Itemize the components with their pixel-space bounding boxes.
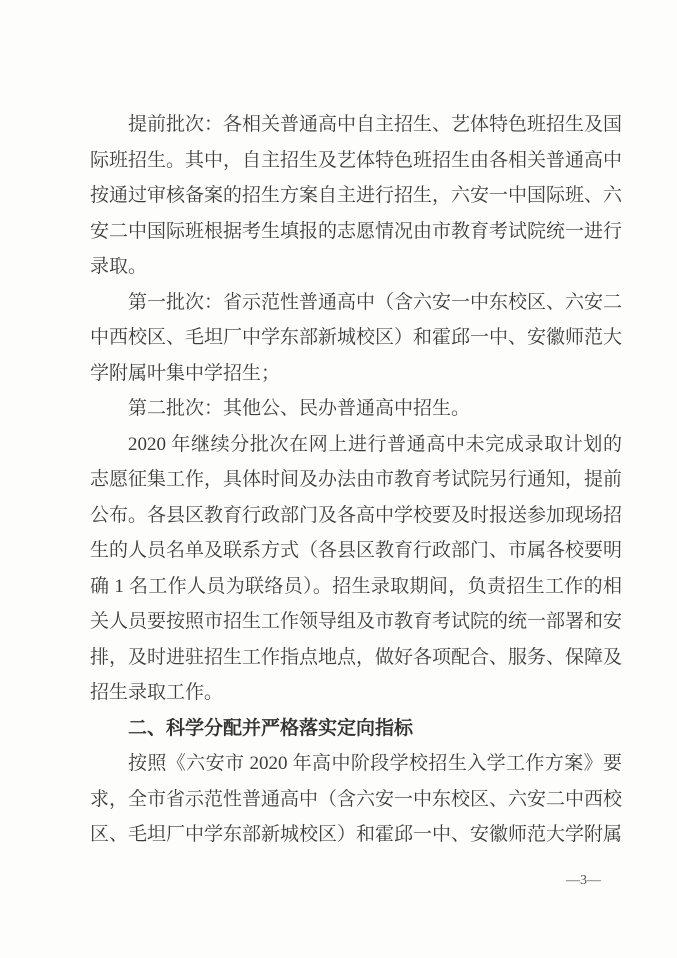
paragraph: 按照《六安市 2020 年高中阶段学校招生入学工作方案》要求，全市省示范性普通高中（含六安一中东校区、六安二中西校区、毛坦厂中学东部新城校区）和霍邱一中、安徽师范大学附属 (90, 753, 623, 845)
text-block (90, 107, 622, 853)
paragraph: 2020 年继续分批次在网上进行普通高中未完成录取计划的志愿征集工作，具体时间及办法由市教育考试院另行通知，提前公布。各县区教育行政部门及各高中学校要及时报送参加现场招生的人员名单及联系方式（各县区教育行政部门、市属各校要明确 1 名工作人员为联络员）。招生录取期间，负责招生工作的相关人员要按照市招生工作领导组及市教育考试院的统一部署和安排，及时进驻招生工作指点地点，做好各项配合、服务、保障及招生录取工作。 (90, 433, 623, 703)
paragraph: 第二批次：其他公、民办普通高中招生。 (128, 398, 471, 419)
paragraph: 第一批次：省示范性普通高中（含六安一中东校区、六安二中西校区、毛坦厂中学东部新城校区）和霍邱一中、安徽师范大学附属叶集中学招生； (90, 291, 623, 384)
page-number: —3— (566, 873, 601, 888)
section-heading: 二、科学分配并严格落实定向指标 (128, 717, 414, 739)
paragraph: 提前批次：各相关普通高中自主招生、艺体特色班招生及国际班招生。其中，自主招生及艺体特色班招生由各相关普通高中按通过审核备案的招生方案自主进行招生，六安一中国际班、六安二中国际班根据考生填报的志愿情况由市教育考试院统一进行录取。 (90, 114, 623, 277)
